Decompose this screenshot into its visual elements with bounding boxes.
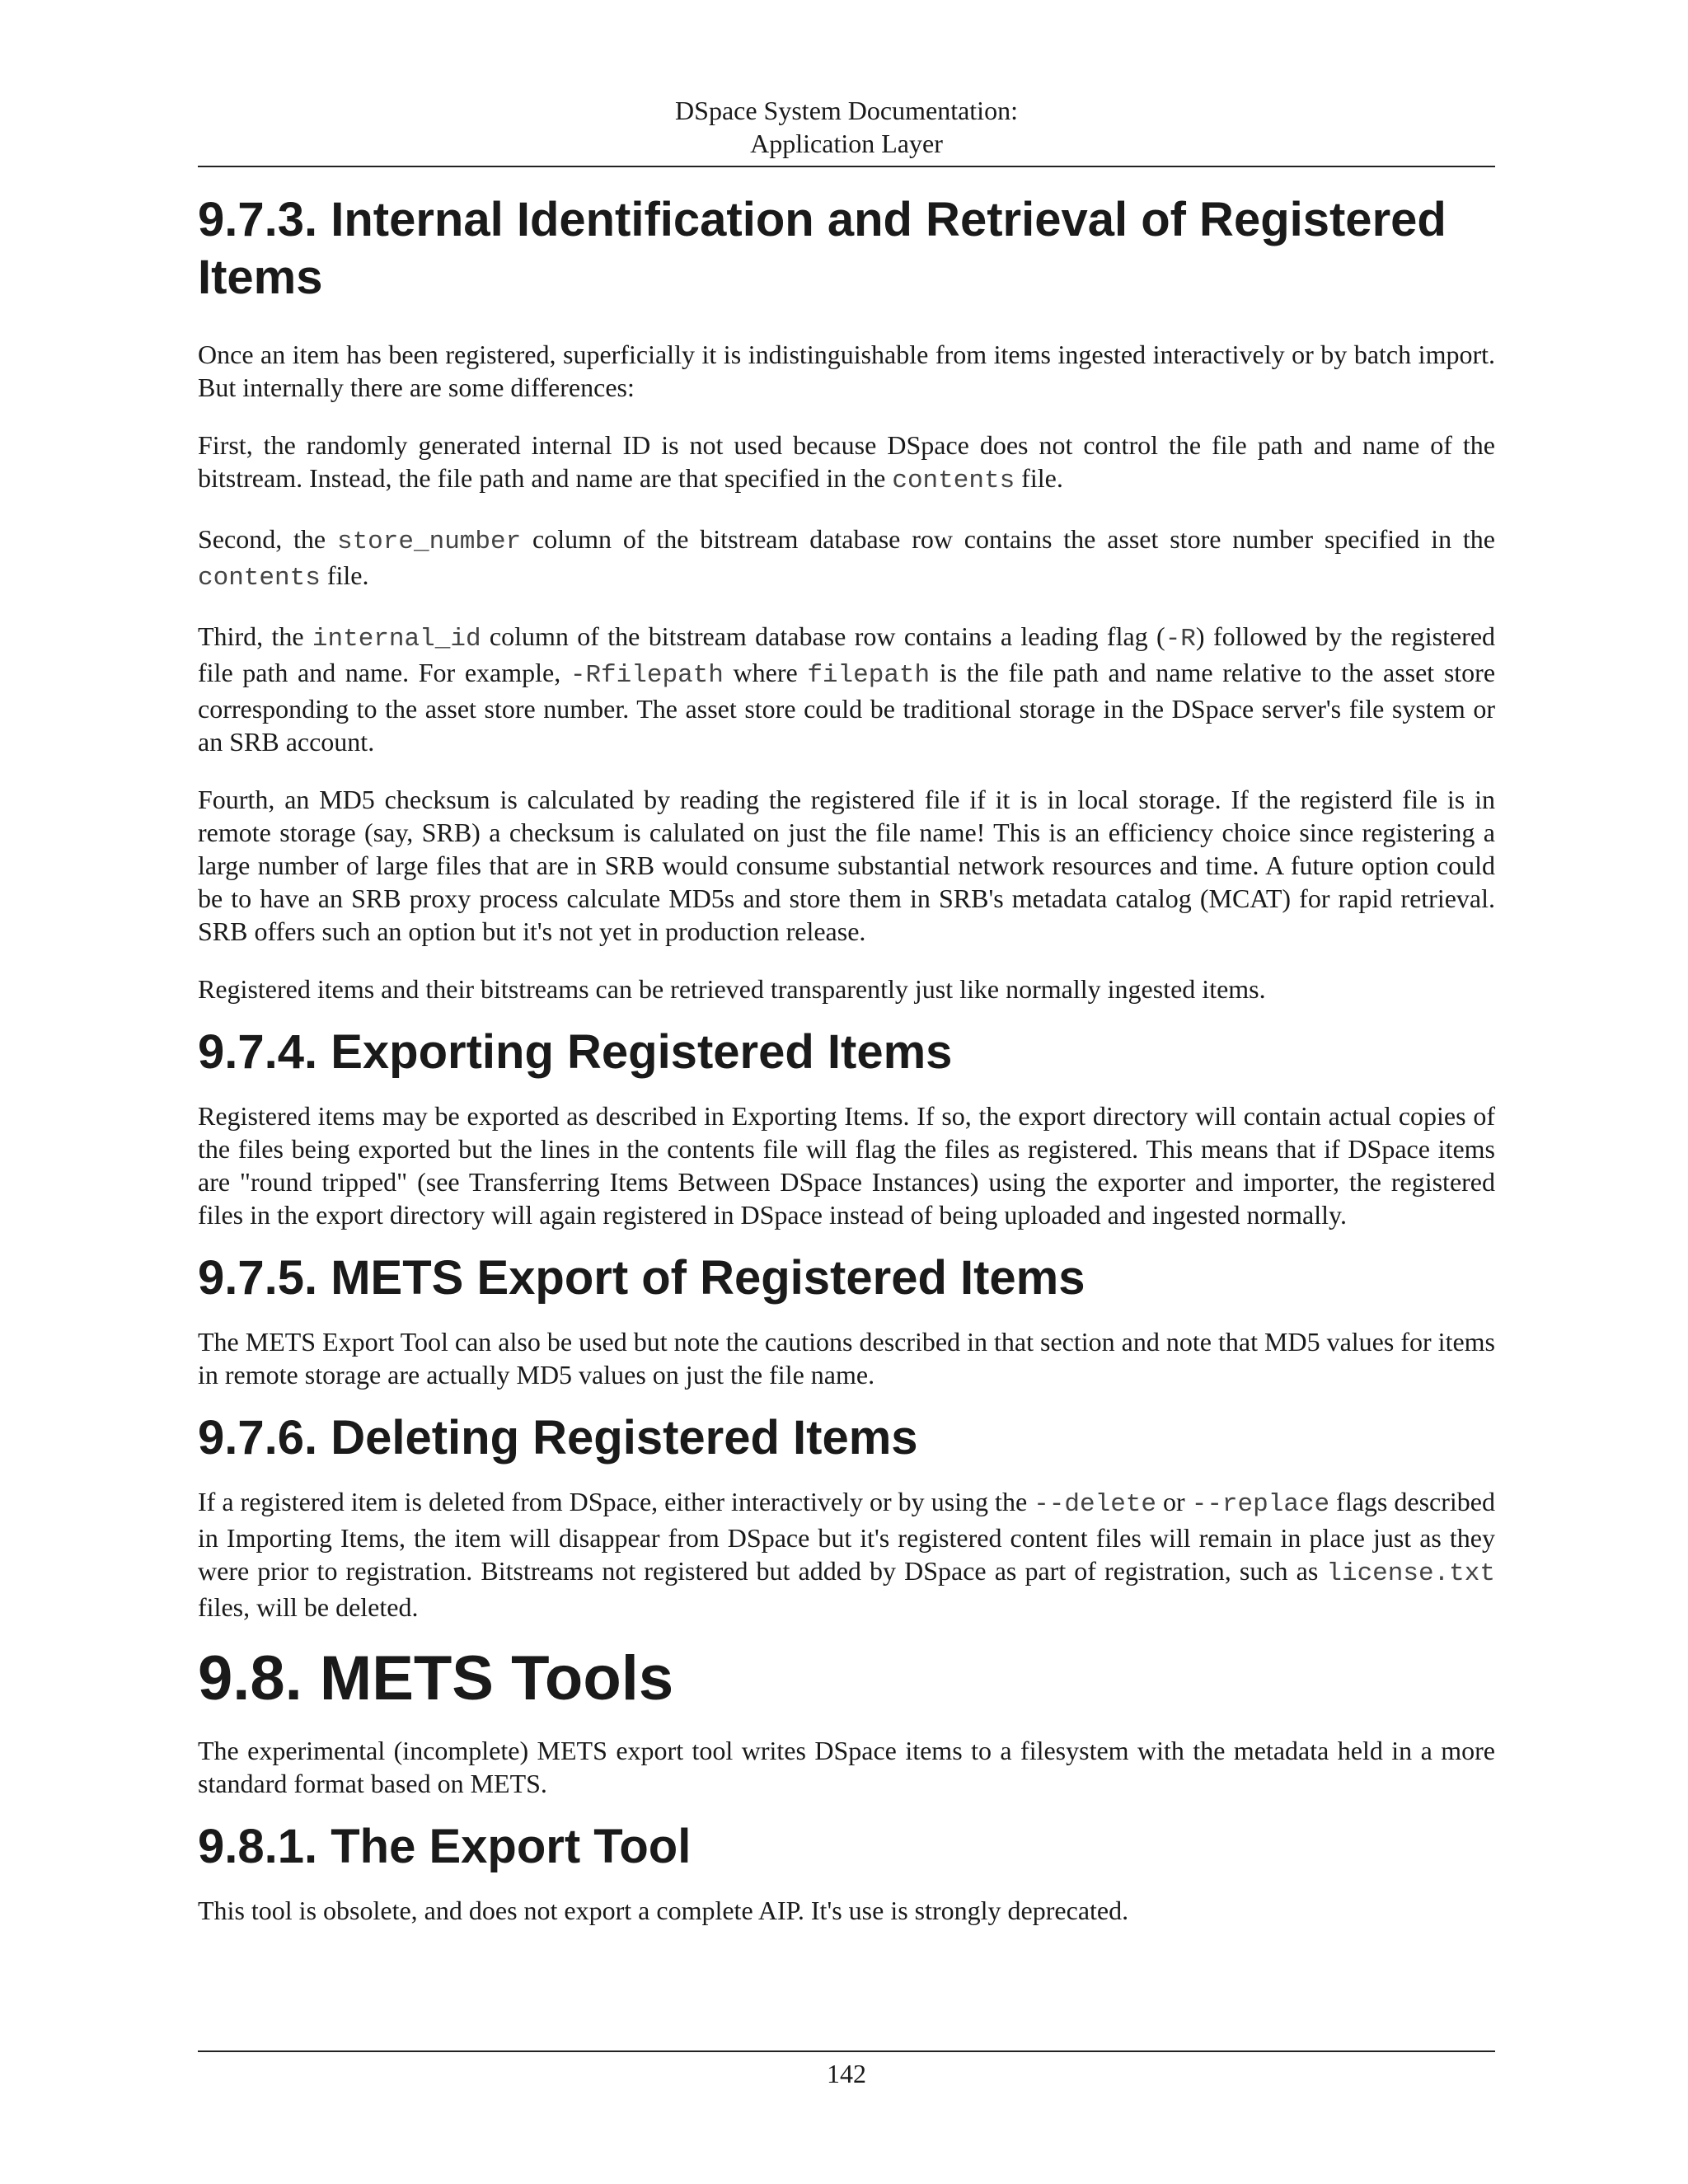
running-header xyxy=(198,94,1495,160)
footer-rule xyxy=(198,2050,1495,2052)
text-run: or xyxy=(1156,1487,1192,1516)
section-9-8-1-paragraph-1: This tool is obsolete, and does not export a complete AIP. It's use is strongly deprecated. xyxy=(198,1896,1129,1925)
text-run: file. xyxy=(1015,463,1063,493)
code-license-txt: license.txt xyxy=(1326,1559,1495,1588)
code-internal-id: internal_id xyxy=(312,625,481,654)
section-9-7-6-heading: 9.7.6. Deleting Registered Items xyxy=(198,1411,918,1465)
code-contents: contents xyxy=(892,466,1015,495)
text-run: First, the randomly generated internal ID is not used because DSpace does not control the file path and name of the bitstream. Instead, the file path and name are that specified in the xyxy=(198,430,1495,493)
code-filepath: filepath xyxy=(807,661,931,690)
code-delete-flag: --delete xyxy=(1034,1490,1157,1519)
running-header-line-2: Application Layer xyxy=(750,129,943,158)
text-run: file. xyxy=(320,560,369,590)
section-9-7-3-paragraph-5: Fourth, an MD5 checksum is calculated by reading the registered file if it is in local storage. If the registerd file is in remote storage (say, SRB) a checksum is calulated on just the file name! This is an efficiency choice since registering a large number of large files that are in SRB would consume substantial network resources and time. A future option could be to have an SRB proxy process calculate MD5s and store them in SRB's metadata catalog (MCAT) for rapid retrieval. SRB offers such an option but it's not yet in production release. xyxy=(198,785,1495,946)
section-9-7-3-paragraph-6: Registered items and their bitstreams can be retrieved transparently just like normally ingested items. xyxy=(198,974,1266,1004)
section-9-7-5-heading: 9.7.5. METS Export of Registered Items xyxy=(198,1251,1085,1305)
text-run: flags described in Importing Items, the item will disappear from DSpace but it's registered content files will remain in place just as they were prior to registration. Bitstreams not registered but added by DSpace as part of registration, such as xyxy=(198,1487,1496,1586)
text-run: ) followed by the registered file path and name. For example, xyxy=(198,621,1496,687)
section-9-7-4-paragraph-1: Registered items may be exported as described in Exporting Items. If so, the export directory will contain actual copies of the files being exported but the lines in the contents file will flag the files as registered. This means that if DSpace items are "round tripped" (see Transferring Items Between DSpace Instances) using the exporter and importer, the registered files in the export directory will again registered in DSpace instead of being uploaded and ingested normally. xyxy=(198,1101,1495,1230)
section-9-7-5-paragraph-1: The METS Export Tool can also be used but note the cautions described in that section and note that MD5 values for items in remote storage are actually MD5 values on just the file name. xyxy=(198,1327,1495,1390)
code-rfilepath: -Rfilepath xyxy=(570,661,724,690)
text-run: column of the bitstream database row contains the asset store number specified in the xyxy=(521,524,1496,554)
section-9-8-heading: 9.8. METS Tools xyxy=(198,1643,674,1713)
section-9-7-3-paragraph-2 xyxy=(198,429,1495,498)
section-9-7-3-paragraph-1: Once an item has been registered, superficially it is indistinguishable from items ingested interactively or by batch import. But internally there are some differences: xyxy=(198,340,1495,402)
section-9-7-3-paragraph-3 xyxy=(198,523,1495,595)
text-run: files, will be deleted. xyxy=(198,1592,419,1622)
text-run: column of the bitstream database row contains a leading flag ( xyxy=(481,621,1165,651)
text-run: Second, the xyxy=(198,524,337,554)
text-run: If a registered item is deleted from DSpace, either interactively or by using the xyxy=(198,1487,1034,1516)
text-run: is the file path and name relative to the asset store corresponding to the asset store number. The asset store could be traditional storage in the DSpace server's file system or an SRB account. xyxy=(198,658,1496,757)
section-9-7-3-heading: 9.7.3. Internal Identification and Retrieval of Registered Items xyxy=(198,193,1447,304)
section-9-8-paragraph-1: The experimental (incomplete) METS export tool writes DSpace items to a filesystem with the metadata held in a more standard format based on METS. xyxy=(198,1736,1495,1798)
document-page xyxy=(198,0,1495,2184)
page-content xyxy=(198,191,1495,1927)
code-store-number: store_number xyxy=(336,527,522,556)
code-contents: contents xyxy=(198,564,321,593)
section-9-7-4-heading: 9.7.4. Exporting Registered Items xyxy=(198,1025,953,1079)
text-run: where xyxy=(723,658,808,687)
code-r-flag: -R xyxy=(1165,625,1196,654)
section-9-8-1-heading: 9.8.1. The Export Tool xyxy=(198,1820,692,1873)
code-replace-flag: --replace xyxy=(1191,1490,1330,1519)
page-number: 142 xyxy=(827,2059,866,2088)
section-9-7-3-paragraph-4 xyxy=(198,620,1495,758)
text-run: Third, the xyxy=(198,621,312,651)
section-9-7-6-paragraph-1 xyxy=(198,1485,1495,1624)
header-rule xyxy=(198,166,1495,167)
running-header-line-1: DSpace System Documentation: xyxy=(675,96,1018,125)
